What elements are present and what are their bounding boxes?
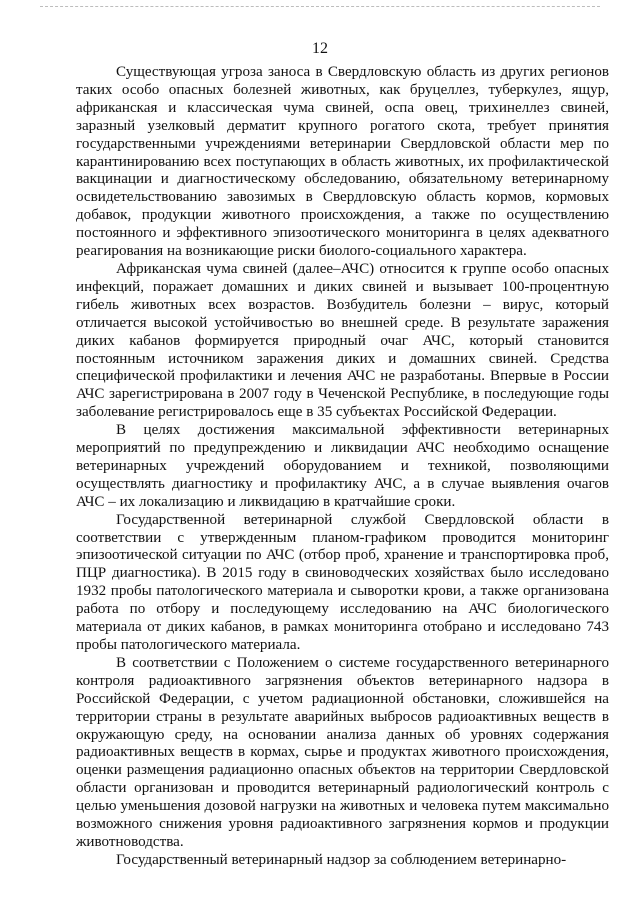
document-body [76,64,609,870]
scan-top-edge [40,6,600,7]
page-number: 12 [312,40,328,57]
paragraph-import-threat: Существующая угроза заноса в Свердловскую область из других регионов таких особо опасных болезней животных, как бруцеллез, туберкулез, ящур, африканская и классическая чума свиней, оспа овец, трихинеллез свиней, заразный узелковый дерматит крупного рогатого скота, требует принятия государственными учреждениями ветеринарии Свердловской области мер по карантинированию всех поступающих в область животных, их профилактической вакцинации и диагностическому обследованию, обязательному ветеринарному освидетельствованию завозимых в Свердловскую область кормов, кормовых добавок, продукции животного происхождения, а также по осуществлению постоянного и эффективного эпизоотического мониторинга в целях адекватного реагирования на возникающие риски биолого-социального характера. [76,64,609,260]
paragraph-asf-measures: В целях достижения максимальной эффективности ветеринарных мероприятий по предупреждению и ликвидации АЧС необходимо оснащение ветеринарных учреждений оборудованием и техникой, позволяющими осуществлять диагностику и профилактику АЧС, а в случае выявления очагов АЧС – их локализацию и ликвидацию в кратчайшие сроки. [76,422,609,510]
paragraph-asf-monitoring: Государственной ветеринарной службой Свердловской области в соответствии с утвержденным планом-графиком проводится мониторинг эпизоотической ситуации по АЧС (отбор проб, хранение и транспортировка проб, ПЦР диагностика). В 2015 году в свиноводческих хозяйствах было исследовано 1932 пробы патологического материала и сыворотки крови, а также организована работа по отбору и последующему исследованию на АЧС биологического материала от диких кабанов, в рамках мониторинга отобрано и исследовано 743 пробы патологического материала. [76,511,609,653]
paragraph-african-swine-fever: Африканская чума свиней (далее–АЧС) относится к группе особо опасных инфекций, поражает домашних и диких свиней и вызывает 100-процентную гибель животных всех возрастов. Возбудитель болезни – вирус, который отличается высокой устойчивостью во внешней среде. В результате заражения диких кабанов формируется природный очаг АЧС, который становится постоянным источником заражения диких и домашних свиней. Средства специфической профилактики и лечения АЧС не разработаны. Впервые в России АЧС зарегистрирована в 2007 году в Чеченской Республике, в последующие годы заболевание регистрировалось еще в 35 субъектах Российской Федерации. [76,260,609,421]
paragraph-veterinary-supervision: Государственный ветеринарный надзор за соблюдением ветеринарно- [116,851,567,868]
paragraph-radiological-control: В соответствии с Положением о системе государственного ветеринарного контроля радиоактивного загрязнения объектов ветеринарного надзора в Российской Федерации, с учетом радиационной обстановки, сложившейся на территории страны в результате аварийных выбросов радиоактивных веществ в окружающую среду, на основании анализа данных об уровнях содержания радиоактивных веществ в кормах, сырье и продуктах животного происхождения, оценки размещения радиационно опасных объектов на территории Свердловской области организован и проводится ветеринарный радиологический контроль с целью уменьшения дозовой нагрузки на животных и человека путем максимально возможного снижения уровня радиоактивного загрязнения кормов и продукции животноводства. [76,654,609,850]
